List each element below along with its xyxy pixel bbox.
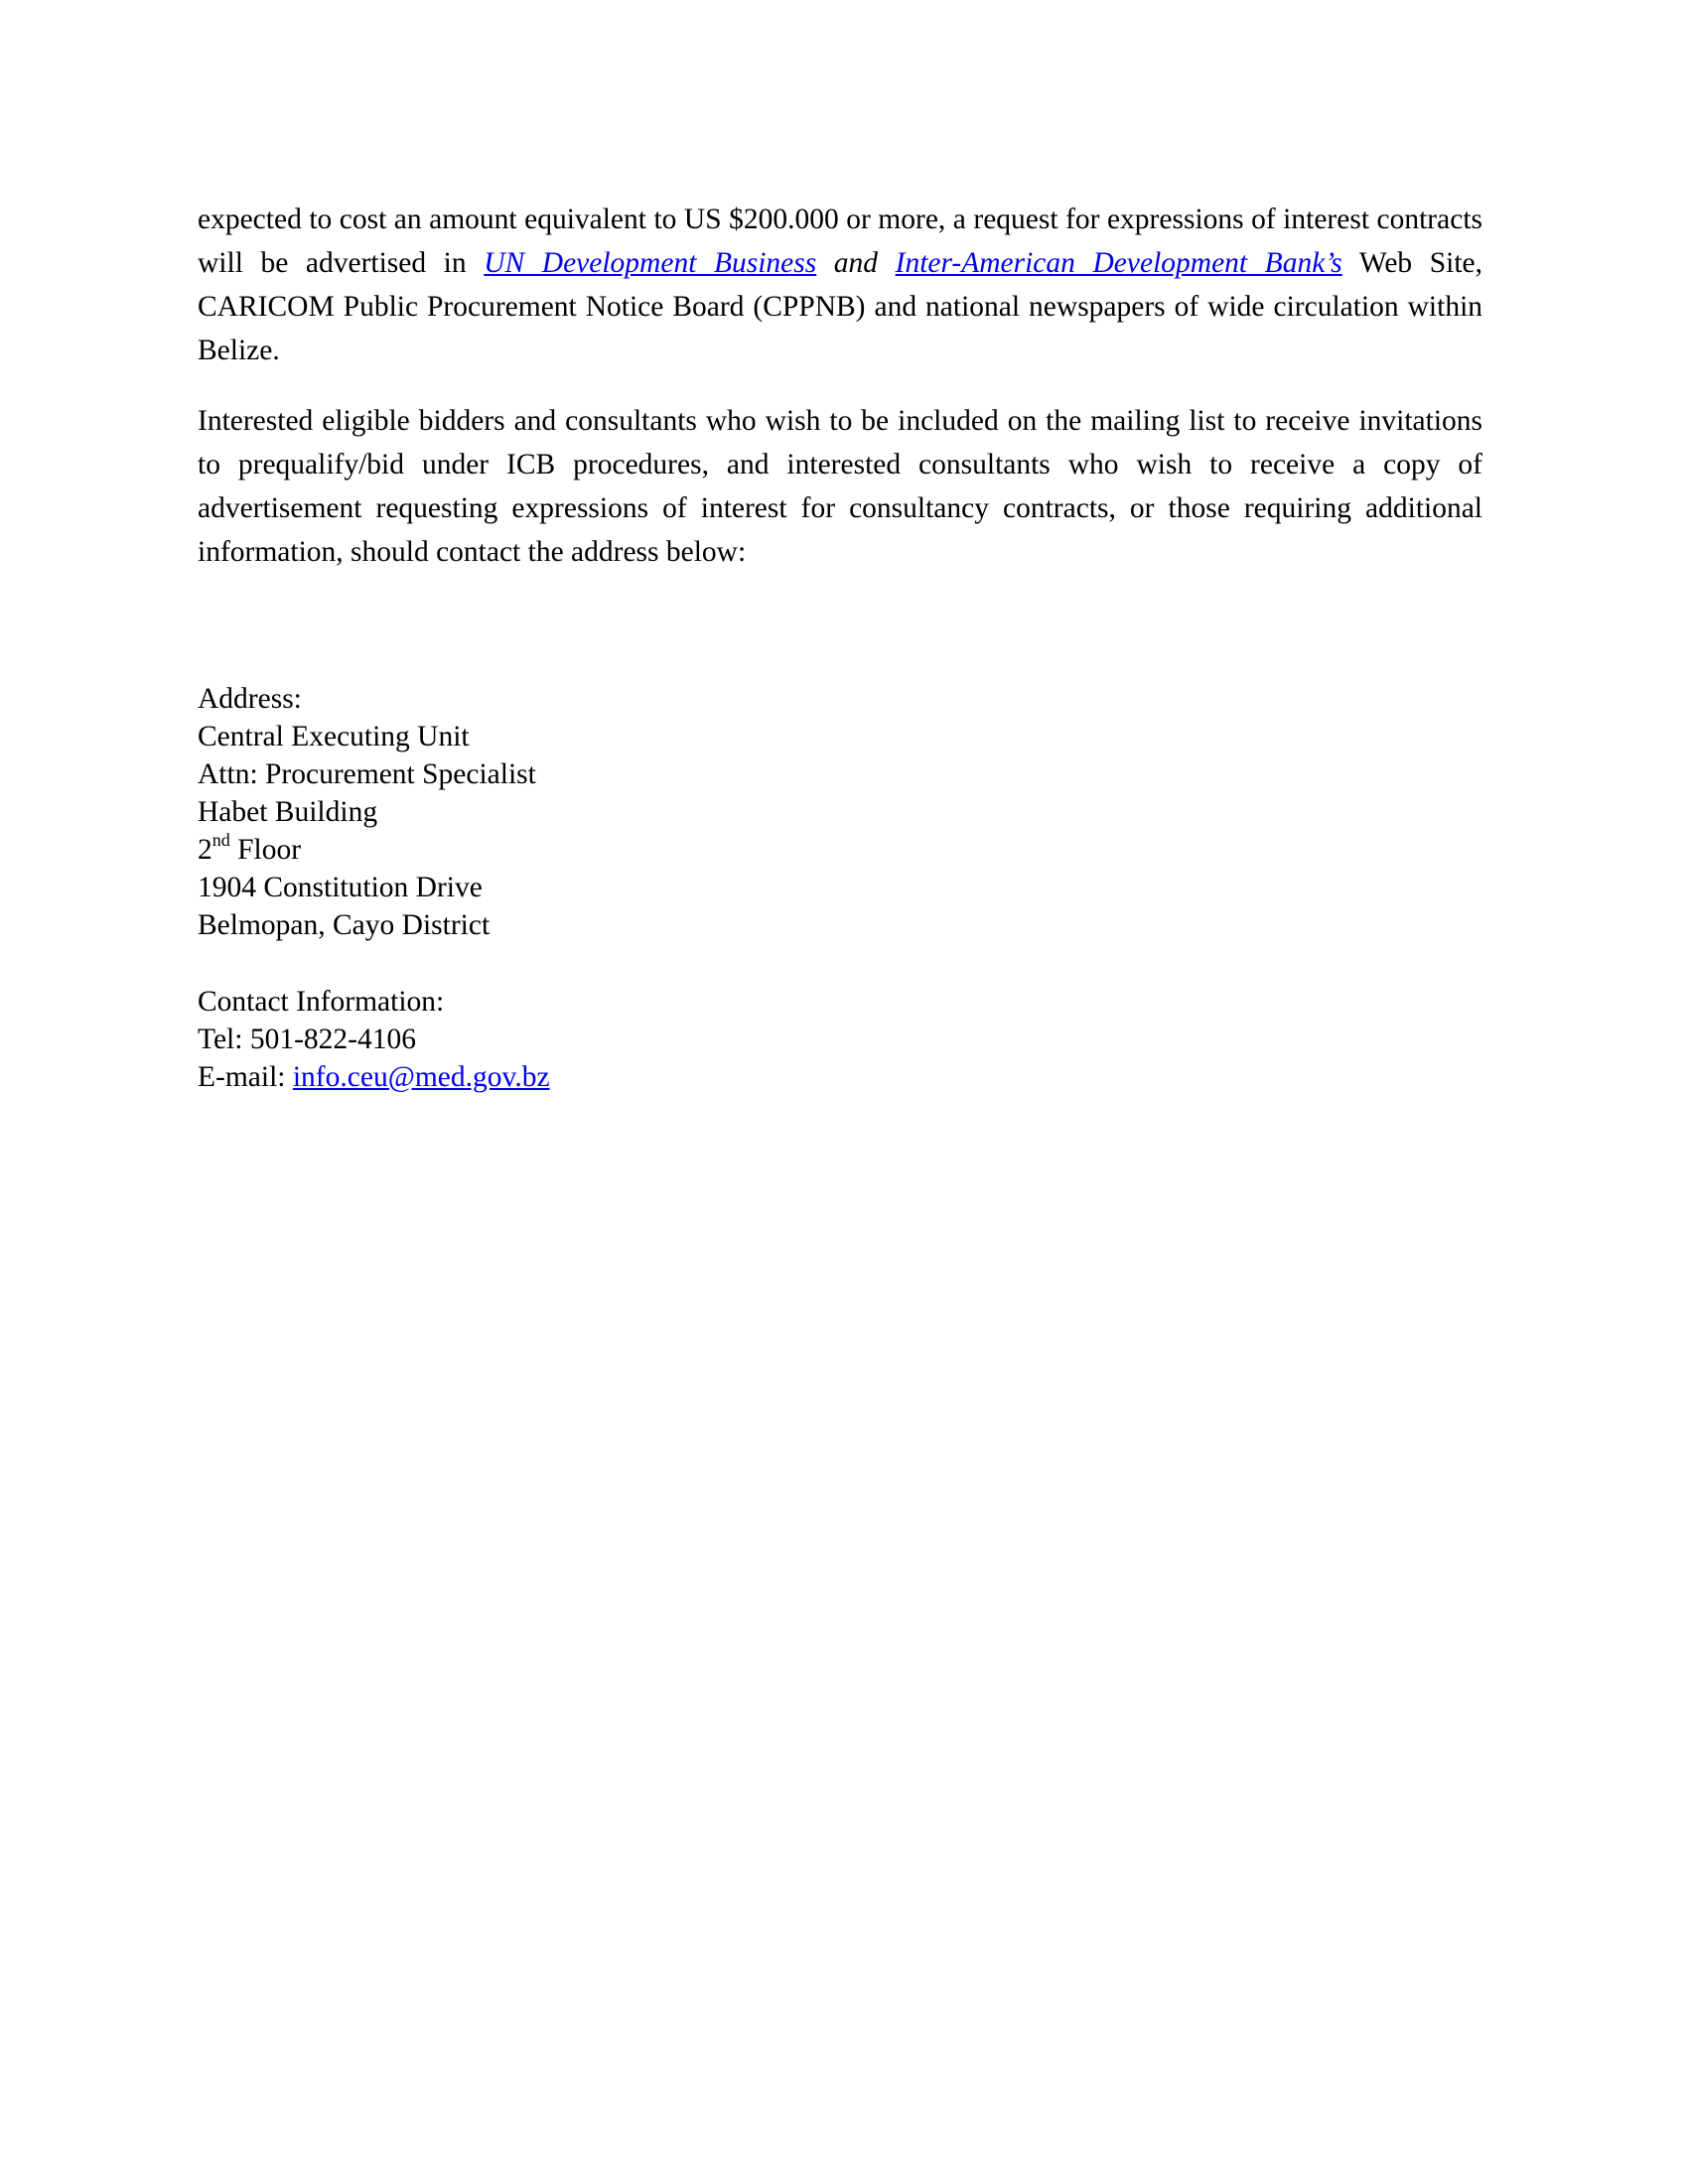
address-line: Central Executing Unit [198, 721, 470, 752]
address-line: Habet Building [198, 796, 378, 828]
paragraph-advertisement [198, 198, 1482, 372]
idb-website-link[interactable]: Inter-American Development Bank’s [895, 247, 1342, 279]
paragraph-line: contracts will be advertised in [198, 204, 1482, 279]
floor-number: 2 [198, 834, 212, 866]
paragraph-mailing-list [198, 399, 1482, 574]
contact-email-line [198, 1058, 550, 1096]
paragraph-line: Web Site, CARICOM Public Procurement Notice Board (CPPNB) and national newspapers of wide [198, 247, 1483, 323]
paragraph-line: expected to cost an amount equivalent to US $200.000 or more, a request for expressions of interest [198, 204, 1370, 235]
address-heading: Address: [198, 683, 302, 715]
contact-telephone: Tel: 501-822-4106 [198, 1024, 416, 1055]
address-line: 1904 Constitution Drive [198, 872, 483, 903]
address-block [198, 680, 536, 944]
un-development-business-link[interactable]: UN Development Business [484, 247, 817, 279]
paragraph-text: Interested eligible bidders and consultants who wish to be included on the mailing list to receive invitations to prequalify/bid under ICB procedures, and interested consultants who wish to receive a copy of advertisement requesting expressions of interest for consultancy contracts, or those requiring additional information, should contact the address below: [198, 405, 1482, 568]
floor-word: Floor [229, 834, 302, 866]
floor-ordinal-suffix: nd [211, 830, 230, 851]
address-line: Belmopan, Cayo District [198, 909, 491, 941]
conjunction-text: and [816, 247, 896, 279]
contact-block [198, 983, 550, 1096]
address-floor-line [198, 831, 536, 869]
email-link[interactable]: info.ceu@med.gov.bz [292, 1061, 550, 1093]
address-line: Attn: Procurement Specialist [198, 758, 536, 790]
contact-heading: Contact Information: [198, 986, 445, 1018]
paragraph-line: circulation within Belize. [198, 291, 1483, 366]
email-label: E-mail: [198, 1061, 293, 1093]
